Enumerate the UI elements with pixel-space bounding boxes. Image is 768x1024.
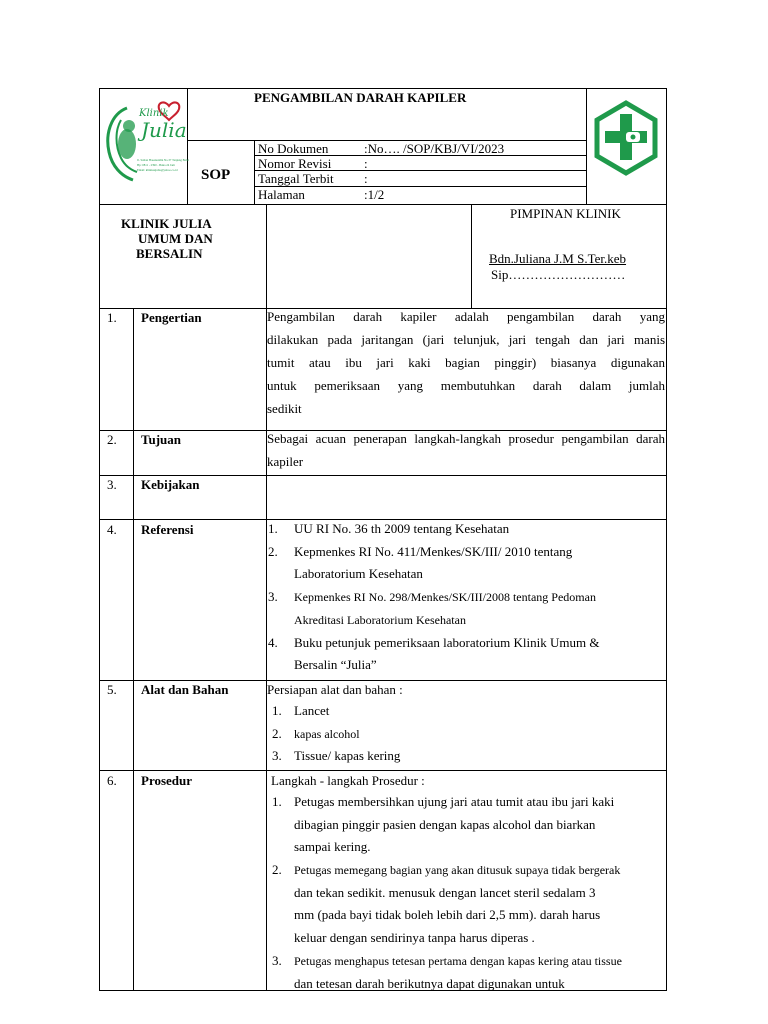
- list-text: sampai kering.: [294, 839, 371, 855]
- logo-word-klinik: Klinik: [139, 108, 169, 119]
- list-text: dan tekan sedikit. menusuk dengan lancet steril sedalam 3: [294, 884, 596, 900]
- row-number: 4.: [107, 522, 117, 537]
- clinic-logo: [103, 100, 189, 188]
- divider: [187, 88, 188, 205]
- table-border-top: [99, 88, 667, 89]
- prosedur-intro: Langkah - langkah Prosedur :: [271, 773, 425, 788]
- list-text: dibagian pinggir pasien dengan kapas alcohol dan biarkan: [294, 816, 596, 832]
- divider: [99, 475, 667, 476]
- logo-word-julia: Julia: [141, 118, 187, 142]
- table-border-right: [666, 88, 667, 991]
- alat-intro: Persiapan alat dan bahan :: [267, 682, 403, 697]
- row-number: 5.: [107, 682, 117, 697]
- text-line: sedikit: [267, 401, 302, 416]
- doc-row-label: Nomor Revisi: [258, 156, 332, 171]
- row-label-prosedur: Prosedur: [141, 773, 193, 788]
- text-line: dilakukan pada jaritangan (jari telunjuk, jari tengah dan jari manis: [267, 332, 665, 347]
- alat-list: [272, 700, 662, 768]
- list-text: Kepmenkes RI No. 298/Menkes/SK/III/2008 tentang Pedoman: [294, 590, 596, 604]
- doc-row-value: :: [364, 171, 368, 186]
- table-border-left: [99, 88, 100, 991]
- list-number: 3.: [268, 589, 278, 604]
- pengertian-text: [267, 305, 665, 420]
- row-number: 1.: [107, 310, 117, 325]
- list-item: [272, 791, 664, 859]
- logo-email: Email: kliniksujulia@yahoo.co.id: [137, 168, 178, 172]
- sop-title: PENGAMBILAN DARAH KAPILER: [254, 90, 467, 105]
- list-text: Petugas memegang bagian yang akan ditusuk supaya tidak bergerak: [294, 863, 621, 877]
- text-line: kapiler: [267, 454, 304, 469]
- text-line: Pengambilan darah kapiler adalah pengambilan darah yang: [267, 309, 665, 324]
- list-number: 3.: [272, 748, 282, 764]
- health-cross-logo: [593, 100, 659, 176]
- text-line: tumit atau ibu jari kaki bagian pinggir) biasanya digunakan: [267, 355, 665, 370]
- list-text: Kepmenkes RI No. 411/Menkes/SK/III/ 2010 tentang: [294, 543, 573, 559]
- list-number: 1.: [272, 794, 282, 809]
- list-item: [272, 700, 662, 723]
- row-label-referensi: Referensi: [141, 522, 194, 537]
- divider: [133, 308, 134, 991]
- list-item: [272, 859, 664, 951]
- referensi-list: [268, 518, 664, 678]
- list-text: mm (pada bayi tidak boleh lebih dari 2,5 mm). darah harus: [294, 907, 601, 923]
- list-text: Tissue/ kapas kering: [294, 748, 401, 764]
- list-text: Buku petunjuk pemeriksaan laboratorium Klinik Umum &: [294, 634, 600, 650]
- pimpinan-name: Bdn.Juliana J.M S.Ter.keb: [489, 251, 627, 266]
- doc-row-label: No Dokumen: [258, 141, 329, 156]
- row-label-kebijakan: Kebijakan: [141, 477, 200, 492]
- list-number: 1.: [272, 703, 282, 718]
- row-label-pengertian: Pengertian: [141, 310, 202, 325]
- list-text: keluar dengan sendirinya tanpa harus diperas .: [294, 930, 535, 946]
- list-number: 1.: [268, 521, 278, 536]
- list-text: Petugas membersihkan ujung jari atau tumit atau ibu jari kaki: [294, 794, 615, 809]
- sip-line: Sip………………………: [491, 267, 626, 282]
- list-text: Petugas menghapus tetesan pertama dengan kapas kering atau tissue: [294, 954, 622, 968]
- prosedur-list: [272, 791, 664, 989]
- clinic-name-line: UMUM DAN: [138, 231, 213, 246]
- list-text: Lancet: [294, 703, 330, 718]
- sop-label: SOP: [201, 167, 231, 183]
- list-item: [268, 541, 664, 587]
- divider: [586, 88, 587, 205]
- list-item: [268, 586, 664, 632]
- list-number: 2.: [268, 543, 278, 559]
- row-number: 2.: [107, 432, 117, 447]
- list-number: 2.: [272, 862, 282, 877]
- doc-row-value: :: [364, 156, 368, 171]
- divider: [254, 140, 255, 205]
- divider: [471, 204, 472, 308]
- divider: [99, 770, 667, 771]
- list-item: [272, 723, 662, 746]
- list-number: 3.: [272, 953, 282, 968]
- row-label-tujuan: Tujuan: [141, 432, 181, 447]
- doc-row-value: :1/2: [364, 187, 385, 202]
- row-label-alat: Alat dan Bahan: [141, 682, 229, 697]
- row-number: 6.: [107, 773, 117, 788]
- list-number: 2.: [272, 725, 282, 741]
- list-text: kapas alcohol: [294, 726, 360, 741]
- divider: [99, 680, 667, 681]
- logo-address: Jl. Sultan Hasanuddin No.37 Tanjung Balai: [137, 158, 189, 162]
- list-number: 4.: [268, 634, 278, 650]
- list-item: [272, 950, 664, 990]
- doc-row-label: Tanggal Terbit: [258, 171, 334, 186]
- clinic-name-line: KLINIK JULIA: [121, 216, 212, 231]
- list-text: Laboratorium Kesehatan: [294, 566, 423, 582]
- list-text: dan tetesan darah berikutnya dapat digunakan untuk: [294, 975, 565, 991]
- list-item: [272, 745, 662, 768]
- doc-row-value: :No…. /SOP/KBJ/VI/2023: [364, 141, 505, 156]
- text-line: Sebagai acuan penerapan langkah-langkah prosedur pengambilan darah: [267, 431, 665, 446]
- list-item: [268, 518, 664, 541]
- clinic-name-line: BERSALIN: [136, 246, 203, 261]
- list-text: Bersalin “Julia”: [294, 657, 377, 673]
- divider: [99, 204, 667, 205]
- list-text: Akreditasi Laboratorium Kesehatan: [294, 612, 466, 627]
- text-line: untuk pemeriksaan yang membutuhkan darah dalam jumlah: [267, 378, 665, 393]
- list-text: UU RI No. 36 th 2009 tentang Kesehatan: [294, 521, 510, 536]
- doc-row-label: Halaman: [258, 187, 305, 202]
- health-cross-icon: [593, 100, 659, 176]
- logo-phone: Hp: 0811 - 2390 - Buka 24 Jam: [137, 163, 175, 167]
- list-item: [268, 632, 664, 678]
- row-number: 3.: [107, 477, 117, 492]
- pimpinan-title: PIMPINAN KLINIK: [510, 206, 621, 221]
- tujuan-text: [267, 427, 665, 473]
